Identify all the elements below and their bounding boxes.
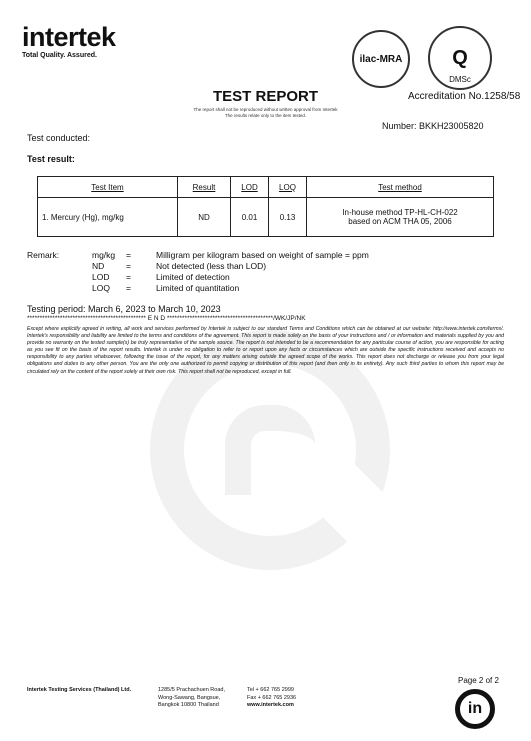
remark-eq: = (126, 283, 131, 293)
remark-label: Remark: (27, 250, 60, 260)
cell-loq: 0.13 (269, 198, 307, 237)
accreditation-number: Accreditation No.1258/58 (408, 91, 521, 102)
reproduction-notice: The report shall not be reproduced without written approval from Intertek (193, 107, 338, 112)
ilac-mra-seal (352, 30, 410, 88)
contact-website: www.intertek.com (247, 702, 294, 708)
remark-term: ND (92, 261, 105, 271)
cell-test-item: 1. Mercury (Hg), mg/kg (38, 198, 178, 237)
dmsc-quality-seal (428, 26, 492, 90)
remark-desc: Milligram per kilogram based on weight of sample = ppm (156, 250, 369, 260)
testing-period: Testing period: March 6, 2023 to March 10, 2023 (27, 304, 221, 314)
results-table (37, 176, 494, 237)
test-conducted-label: Test conducted: (27, 133, 91, 143)
table-row (38, 198, 494, 237)
disclaimer-text: Except where explicitly agreed in writing, all work and services performed by Intertek is subject to our standard Terms and Conditions which can be obtained at our website: http://www.intertek.com/terms/. Intertek's responsibility and liability are limited to the terms and conditions of the agreement. This report is made solely on the basis of your instructions and / or information and materials supplied by you and provide no warranty on the tested sample(s) be truly representative of the sample source. The report is not intended to be a recommendation for any particular course of action, you are responsible for acting as you see fit on the basis of the report results. Intertek is under no obligation to refer to or report upon any facts or circumstances which are outside the specific instructions received and accepts no responsibility to any parties whatsoever, following the issue of the report, for any matters arising outside the agreed scope of the works. This report does not discharge or release you from your legal obligations and duties to any other person. You are the only one authorized to permit copying or distribution of this report (and then only in its entirety). Any such third parties to whom this report may be circulated rely on the content of the report solely at their own risk. This report shall not be reproduced, except in full. (27, 326, 504, 375)
remark-desc: Limited of quantitation (156, 283, 240, 293)
address-line: 1285/5 Prachachuen Road, (158, 687, 225, 693)
remark-eq: = (126, 261, 131, 271)
remark-term: mg/kg (92, 250, 116, 260)
badge-text: in (467, 700, 483, 717)
method-line-1: In-house method TP-HL-CH-022 (342, 208, 458, 217)
remark-desc: Limited of detection (156, 272, 230, 282)
contact-tel: Tel + 662 765 2999 (247, 687, 294, 693)
footer-company: Intertek Testing Services (Thailand) Ltd. (27, 687, 132, 693)
contact-fax: Fax + 662 765 2936 (247, 694, 297, 701)
end-line: *********************************************** E N D ******************************************/WK/JP/NK (27, 315, 306, 322)
remark-eq: = (126, 250, 131, 260)
report-title: TEST REPORT (212, 88, 318, 105)
remark-item (92, 272, 369, 283)
report-number: Number: BKKH23005820 (382, 121, 484, 131)
remark-list (92, 250, 369, 294)
remark-eq: = (126, 272, 131, 282)
header-test-item: Test Item (38, 177, 178, 198)
footer-address (158, 687, 225, 710)
test-result-label: Test result: (27, 154, 75, 164)
results-notice: The results relate only to the item tested. (224, 113, 307, 118)
remark-item (92, 261, 369, 272)
cell-lod: 0.01 (231, 198, 269, 237)
ilac-seal-text: ilac-MRA (359, 53, 403, 65)
header-result: Result (178, 177, 231, 198)
dmsc-seal-text: DMSc (449, 75, 471, 84)
remark-term: LOQ (92, 283, 110, 293)
table-header-row (38, 177, 494, 198)
intertek-logo: intertek (22, 22, 116, 52)
cell-result: ND (178, 198, 231, 237)
intertek-badge-icon (455, 689, 495, 729)
remark-desc: Not detected (less than LOD) (156, 261, 267, 271)
logo-tagline: Total Quality. Assured. (22, 52, 97, 59)
dmsc-seal-letter: Q (452, 46, 468, 69)
page-number: Page 2 of 2 (458, 676, 499, 685)
remark-item (92, 250, 369, 261)
header-loq: LOQ (269, 177, 307, 198)
remark-item (92, 283, 369, 294)
address-line: Bangkok 10800 Thailand (158, 702, 219, 708)
header-test-method: Test method (307, 177, 494, 198)
watermark-letter (225, 405, 315, 495)
header-lod: LOD (231, 177, 269, 198)
cell-test-method (307, 198, 494, 237)
footer-contact (247, 687, 296, 710)
method-line-2: based on ACM THA 05, 2006 (348, 217, 452, 226)
address-line: Wong-Sawang, Bangsue, (158, 694, 221, 701)
remark-term: LOD (92, 272, 110, 282)
